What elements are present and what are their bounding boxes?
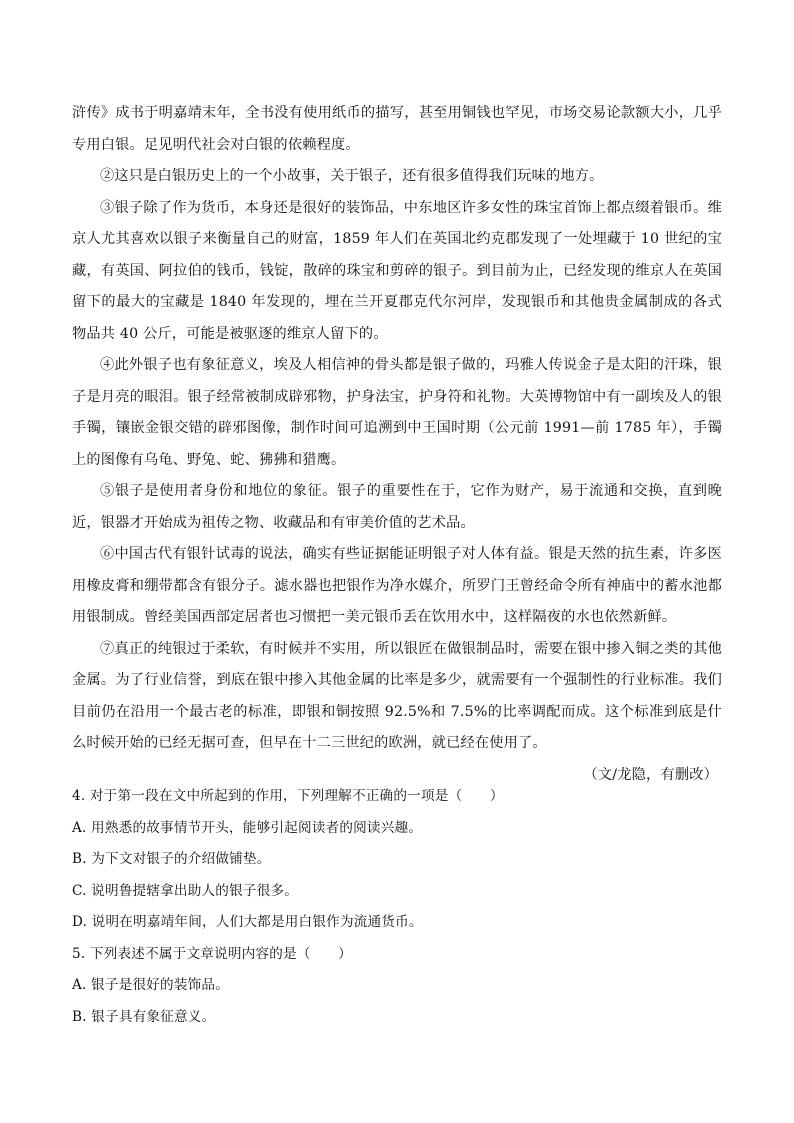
article-body xyxy=(72,98,722,791)
question-5-option-b: B. 银子具有象征意义。 xyxy=(72,1008,216,1025)
paragraph-1-continued: 浒传》成书于明嘉靖末年，全书没有使用纸币的描写，甚至用铜钱也罕见，市场交易论款额大小，几乎专用白银。足见明代社会对白银的依赖程度。 xyxy=(72,105,722,153)
article-attribution: （文/龙隐，有删改） xyxy=(583,766,718,783)
question-section xyxy=(72,781,722,1033)
paragraph-2: ②这只是白银历史上的一个小故事，关于银子，还有很多值得我们玩味的地方。 xyxy=(100,168,604,184)
question-4-stem: 4. 对于第一段在文中所起到的作用，下列理解不正确的一项是（ ） xyxy=(72,788,504,804)
question-4-option-c: C. 说明鲁提辖拿出助人的银子很多。 xyxy=(72,882,299,899)
question-4-option-b: B. 为下文对银子的介绍做铺垫。 xyxy=(72,851,271,867)
question-5-option-a: A. 银子是很好的装饰品。 xyxy=(72,977,229,993)
paragraph-6: ⑥中国古代有银针试毒的说法，确实有些证据能证明银子对人体有益。银是天然的抗生素，许多医用橡皮膏和绷带都含有银分子。滤水器也把银作为净水媒介，所罗门王曾经命令所有神庙中的蓄水池都用银制成。曾经美国西部定居者也习惯把一美元银币丢在饮用水中，这样隔夜的水也依然新鲜。 xyxy=(72,546,722,625)
paragraph-5: ⑤银子是使用者身份和地位的象征。银子的重要性在于，它作为财产，易于流通和交换，直到晚近，银器才开始成为祖传之物、收藏品和有审美价值的艺术品。 xyxy=(72,483,722,531)
question-4-option-d: D. 说明在明嘉靖年间，人们大都是用白银作为流通货币。 xyxy=(72,914,423,930)
paragraph-4: ④此外银子也有象征意义，埃及人相信神的骨头都是银子做的，玛雅人传说金子是太阳的汗珠，银子是月亮的眼泪。银子经常被制成辟邪物，护身法宝，护身符和礼物。大英博物馆中有一副埃及人的银手镯，镶嵌金银交错的辟邪图像，制作时间可追溯到中王国时期（公元前 1991—前 1785 年），手镯上的图像有乌龟、野兔、蛇、狒狒和猎鹰。 xyxy=(72,357,722,468)
question-5-stem: 5. 下列表述不属于文章说明内容的是（ ） xyxy=(72,945,352,962)
question-4-option-a: A. 用熟悉的故事情节开头，能够引起阅读者的阅读兴趣。 xyxy=(72,819,423,836)
paragraph-7: ⑦真正的纯银过于柔软，有时候并不实用，所以银匠在做银制品时，需要在银中掺入铜之类的其他金属。为了行业信誉，到底在银中掺入其他金属的比率是多少，就需要有一个强制性的行业标准。我们目前仍在沿用一个最古老的标准，即银和铜按照 92.5%和 7.5%的比率调配而成。这个标准到底是什么时候开始的已经无据可查，但早在十二三世纪的欧洲，就已经在使用了。 xyxy=(72,640,722,751)
paragraph-3: ③银子除了作为货币，本身还是很好的装饰品，中东地区许多女性的珠宝首饰上都点缀着银币。维京人尤其喜欢以银子来衡量自己的财富，1859 年人们在英国北约克郡发现了一处埋藏于 10 世纪的宝藏，有英国、阿拉伯的钱币，钱锭，散碎的珠宝和剪碎的银子。到目前为止，已经发现的维京人在英国留下的最大的宝藏是 1840 年发现的，埋在兰开夏郡克代尔河岸，发现银币和其他贵金属制成的各式物品共 40 公斤，可能是被驱逐的维京人留下的。 xyxy=(72,199,722,342)
